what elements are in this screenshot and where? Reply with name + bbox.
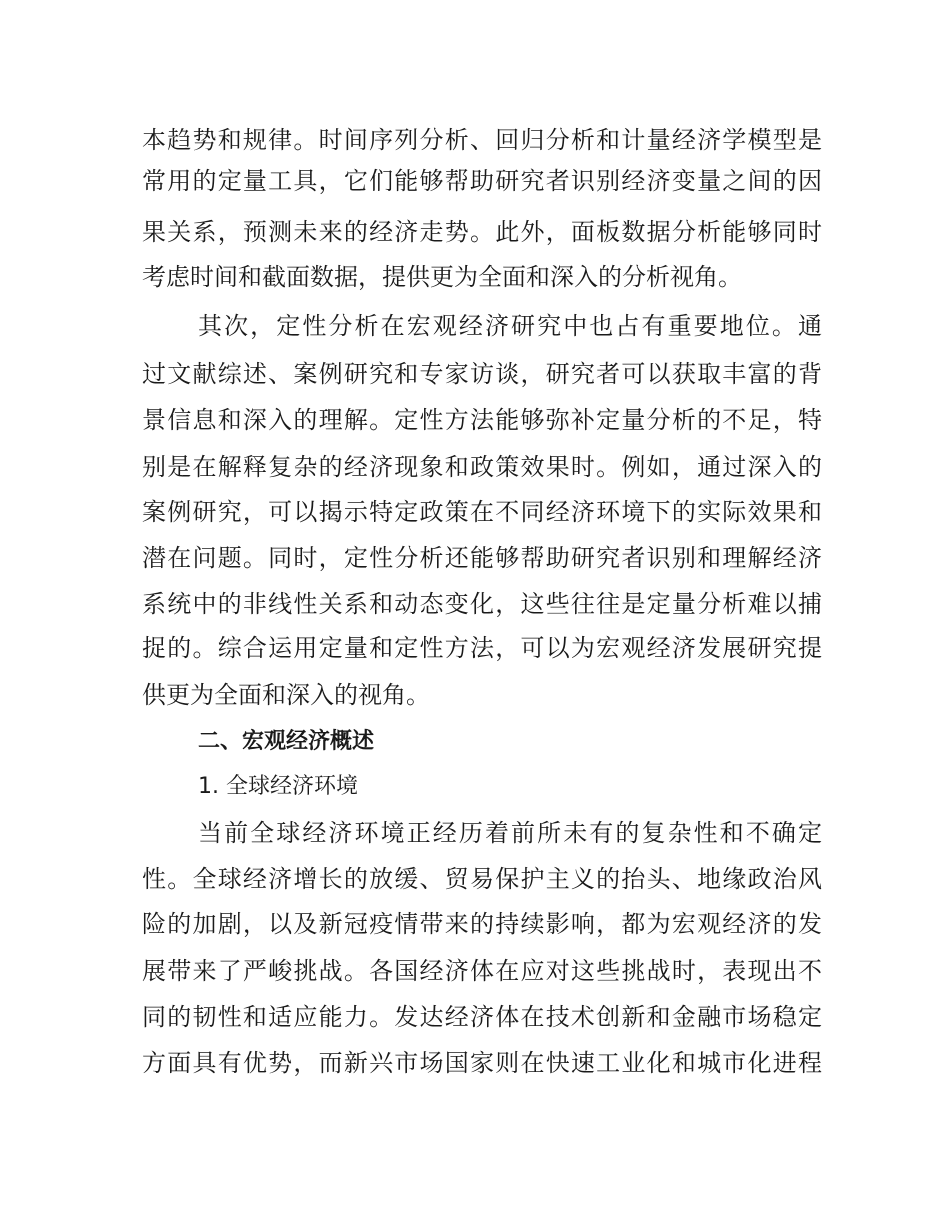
paragraph-3-line-5: 同的韧性和适应能力。发达经济体在技术创新和金融市场稳定 bbox=[142, 1003, 822, 1031]
paragraph-2-line-1: 其次，定性分析在宏观经济研究中也占有重要地位。通 bbox=[198, 312, 822, 340]
paragraph-1-line-3: 果关系，预测未来的经济走势。此外，面板数据分析能够同时 bbox=[142, 218, 822, 246]
paragraph-3-line-4: 展带来了严峻挑战。各国经济体在应对这些挑战时，表现出不 bbox=[142, 957, 822, 985]
paragraph-2-line-7: 系统中的非线性关系和动态变化，这些往往是定量分析难以捕 bbox=[142, 590, 822, 618]
paragraph-3-line-1: 当前全球经济环境正经历着前所未有的复杂性和不确定 bbox=[198, 819, 822, 847]
subsection-heading: 1. 全球经济环境 bbox=[198, 774, 358, 799]
paragraph-1-line-2: 常用的定量工具，它们能够帮助研究者识别经济变量之间的因 bbox=[142, 167, 822, 195]
paragraph-2-line-8: 捉的。综合运用定量和定性方法，可以为宏观经济发展研究提 bbox=[142, 634, 822, 662]
paragraph-2-line-2: 过文献综述、案例研究和专家访谈，研究者可以获取丰富的背 bbox=[142, 360, 822, 388]
paragraph-2-line-5: 案例研究，可以揭示特定政策在不同经济环境下的实际效果和 bbox=[142, 498, 822, 526]
paragraph-3-line-2: 性。全球经济增长的放缓、贸易保护主义的抬头、地缘政治风 bbox=[142, 865, 822, 893]
paragraph-2-line-6: 潜在问题。同时，定性分析还能够帮助研究者识别和理解经济 bbox=[142, 544, 822, 572]
paragraph-1-line-4: 考虑时间和截面数据，提供更为全面和深入的分析视角。 bbox=[142, 263, 742, 291]
paragraph-3-line-6: 方面具有优势，而新兴市场国家则在快速工业化和城市化进程 bbox=[142, 1049, 822, 1077]
paragraph-1-line-1: 本趋势和规律。时间序列分析、回归分析和计量经济学模型是 bbox=[142, 126, 822, 154]
paragraph-2-line-9: 供更为全面和深入的视角。 bbox=[142, 681, 430, 709]
paragraph-2-line-3: 景信息和深入的理解。定性方法能够弥补定量分析的不足，特 bbox=[142, 406, 822, 434]
section-heading: 二、宏观经济概述 bbox=[198, 729, 375, 754]
paragraph-2-line-4: 别是在解释复杂的经济现象和政策效果时。例如，通过深入的 bbox=[142, 453, 822, 481]
paragraph-3-line-3: 险的加剧，以及新冠疫情带来的持续影响，都为宏观经济的发 bbox=[142, 910, 822, 938]
